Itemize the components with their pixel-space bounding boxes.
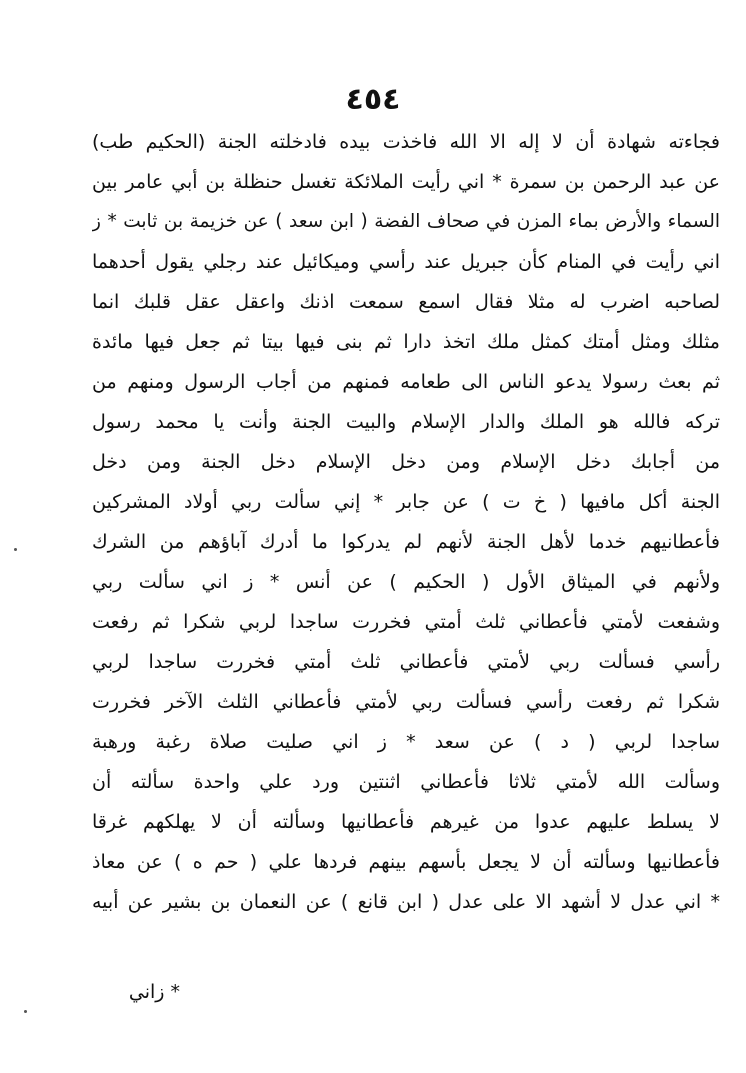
text-line: من أجابك دخل الإسلام ومن دخل الإسلام دخل الجنة ومن دخل [92, 451, 720, 473]
text-line: * اني عدل لا أشهد الا على عدل ( ابن قانع ) عن النعمان بن بشير عن أبيه [92, 891, 720, 913]
text-line: مثلك ومثل أمتك كمثل ملك اتخذ دارا ثم بنى فيها بيتا ثم جعل فيها مائدة [92, 331, 720, 353]
text-line: رأسي فسألت ربي لأمتي فأعطاني ثلث أمتي فخررت ساجدا لربي [92, 651, 720, 673]
text-line: اني رأيت في المنام كأن جبريل عند رأسي وميكائيل عند رجلي يقول أحدهما [92, 251, 720, 273]
text-line: السماء والأرض بماء المزن في صحاف الفضة ( ابن سعد ) عن خزيمة بن ثابت * ز [92, 211, 720, 232]
text-line: ولأنهم في الميثاق الأول ( الحكيم ) عن أنس * ز اني سألت ربي [92, 571, 720, 593]
page-number: ٤٥٤ [345, 82, 401, 117]
text-line: شكرا ثم رفعت رأسي فسألت ربي لأمتي فأعطاني الثلث الآخر فخررت [92, 691, 720, 713]
text-line: لا يسلط عليهم عدوا من غيرهم فأعطانيها وسألته أن لا يهلكهم غرقا [92, 811, 720, 833]
body-text [92, 122, 720, 922]
text-line: فأعطانيها وسألته أن لا يجعل بأسهم بينهم فردها علي ( حم ه ) عن معاذ [92, 851, 720, 873]
text-line: فأعطانيهم خدما لأهل الجنة لأنهم لم يدركوا ما أدرك آباؤهم من الشرك [92, 531, 720, 553]
footer-catchword: * زاني [128, 981, 180, 1003]
text-line: وسألت الله لأمتي ثلاثا فأعطاني اثنتين ورد علي واحدة سألته أن [92, 771, 720, 793]
text-line: تركه فالله هو الملك والدار الإسلام والبيت الجنة وأنت يا محمد رسول [92, 411, 720, 433]
text-line: عن عبد الرحمن بن سمرة * اني رأيت الملائكة تغسل حنظلة بن أبي عامر بين [92, 171, 720, 193]
text-line: فجاءته شهادة أن لا إله الا الله فاخذت بيده فادخلته الجنة (الحكيم طب) [92, 131, 720, 153]
text-line: ثم بعث رسولا يدعو الناس الى طعامه فمنهم من أجاب الرسول ومنهم من [92, 371, 720, 393]
scan-speck [14, 548, 17, 551]
scan-speck [24, 1010, 27, 1013]
text-line: لصاحبه اضرب له مثلا فقال اسمع سمعت اذنك واعقل عقل قلبك انما [92, 291, 720, 313]
text-line: الجنة أكل مافيها ( خ ت ) عن جابر * إني سألت ربي أولاد المشركين [92, 491, 720, 513]
text-line: وشفعت لأمتي فأعطاني ثلث أمتي فخررت ساجدا لربي شكرا ثم رفعت [92, 611, 720, 633]
text-line: ساجدا لربي ( د ) عن سعد * ز اني صليت صلاة رغبة ورهبة [92, 731, 720, 753]
